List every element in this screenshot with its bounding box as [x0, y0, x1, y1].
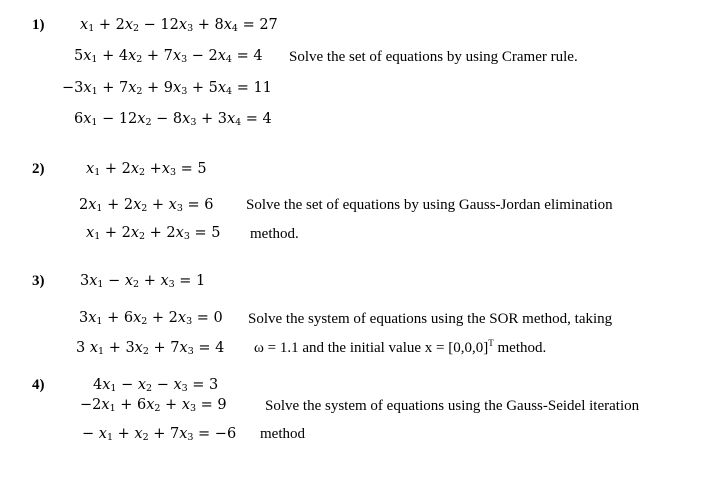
problem-3-equation-2: [79, 310, 223, 326]
equation-term: $3x_1$: [80, 273, 104, 290]
equation-term: $6x_1$: [74, 111, 98, 128]
equation-term: = 27: [242, 17, 278, 33]
equation-term: − $12x_3$: [143, 17, 194, 34]
equation-term: = 6: [187, 197, 214, 213]
equation-term: $5x_1$: [74, 48, 98, 65]
equation-term: − $x_2$: [121, 377, 153, 394]
equation-term: + $7x_3$: [146, 48, 188, 65]
equation-term: $-3x_1$: [62, 80, 98, 97]
equation-term: = 4: [245, 111, 272, 127]
problem-4-instruction-line-1: Solve the system of equations using the Gauss-Seidel iteration: [265, 398, 640, 414]
equation-term: + $4x_2$: [102, 48, 143, 65]
equation-term: $x_1$: [86, 161, 101, 178]
equation-term: = 3: [192, 377, 219, 393]
equation-term: + $3x_4$: [200, 111, 242, 128]
equation-term: $4x_1$: [93, 377, 117, 394]
equation-term: − $8x_3$: [156, 111, 197, 128]
equation-term: = 5: [194, 225, 221, 241]
equation-term: = 11: [236, 80, 272, 96]
equation-term: $x_1$: [80, 17, 95, 34]
equation-term: + $x_3$: [143, 273, 175, 290]
equation-term: + $8x_4$: [197, 17, 238, 34]
equation-term: $+x_3$: [149, 161, 177, 178]
problem-3-instruction-line-1: Solve the system of equations using the SOR method, taking: [248, 311, 613, 327]
equation-term: − $x_1$: [82, 426, 113, 443]
equation-term: + $5x_4$: [191, 80, 233, 97]
problem-2-equation-3: [86, 225, 220, 241]
equation-term: = 0: [196, 310, 223, 326]
problem-4-equation-1: [93, 377, 218, 393]
problem-1-equation-2: [74, 48, 263, 64]
problem-4-instruction-line-2: method: [260, 426, 305, 442]
problem-3-instruction-line-2: ω = 1.1 and the initial value $x = [0,0,0]^T$ method.: [254, 338, 547, 356]
equation-term: − $12x_2$: [102, 111, 152, 128]
problem-3-equation-1: [80, 273, 205, 289]
equation-term: − $2x_4$: [191, 48, 232, 65]
equation-term: + $3x_2$: [108, 340, 149, 357]
problem-2-number: 2): [32, 161, 45, 177]
equation-term: + $6x_2$: [107, 310, 148, 327]
problem-1-equation-4: [74, 111, 272, 127]
equation-term: = 4: [198, 340, 225, 356]
equation-term: + $x_2$: [117, 426, 149, 443]
equation-term: + $2x_2$: [98, 17, 140, 34]
equation-term: + $x_3$: [151, 197, 183, 214]
equation-term: + $x_3$: [165, 397, 197, 414]
equation-term: + $2x_2$: [104, 225, 146, 242]
problem-1-instruction: Solve the set of equations by using Cramer rule.: [289, 49, 578, 65]
equation-term: = −6: [198, 426, 237, 442]
equation-term: + $2x_2$: [107, 197, 148, 214]
equation-term: − $x_3$: [156, 377, 188, 394]
problem-3-number: 3): [32, 273, 45, 289]
equation-term: = 9: [200, 397, 227, 413]
equation-term: + $9x_3$: [147, 80, 188, 97]
problem-3-equation-3: [76, 340, 224, 356]
problem-2-instruction-line-1: Solve the set of equations by using Gauss-Jordan elimination: [246, 197, 613, 213]
equation-term: + $2x_3$: [149, 225, 190, 242]
equation-term: = 4: [236, 48, 263, 64]
equation-term: + $6x_2$: [120, 397, 161, 414]
problem-2-equation-1: [86, 161, 207, 177]
equation-term: $x_1$: [86, 225, 101, 242]
equation-term: = 5: [180, 161, 207, 177]
equation-term: + $7x_3$: [153, 426, 194, 443]
problem-1-equation-1: [80, 17, 278, 33]
equation-term: $2x_1$: [79, 197, 103, 214]
problem-4-number: 4): [32, 377, 45, 393]
equation-term: + $2x_3$: [151, 310, 193, 327]
equation-term: + $2x_2$: [104, 161, 146, 178]
equation-term: $-2x_1$: [80, 397, 116, 414]
equation-term: 3 $x_1$: [76, 340, 105, 357]
problem-2-instruction-line-2: method.: [250, 226, 299, 242]
equation-term: $3x_1$: [79, 310, 103, 327]
equation-term: + $7x_2$: [102, 80, 143, 97]
problem-2-equation-2: [79, 197, 214, 213]
equation-term: + $7x_3$: [153, 340, 194, 357]
problem-1-number: 1): [32, 17, 45, 33]
equation-term: − $x_2$: [108, 273, 140, 290]
problem-4-equation-3: [82, 426, 236, 442]
problem-4-equation-2: [80, 397, 227, 413]
equation-term: = 1: [179, 273, 206, 289]
problem-1-equation-3: [62, 80, 272, 96]
